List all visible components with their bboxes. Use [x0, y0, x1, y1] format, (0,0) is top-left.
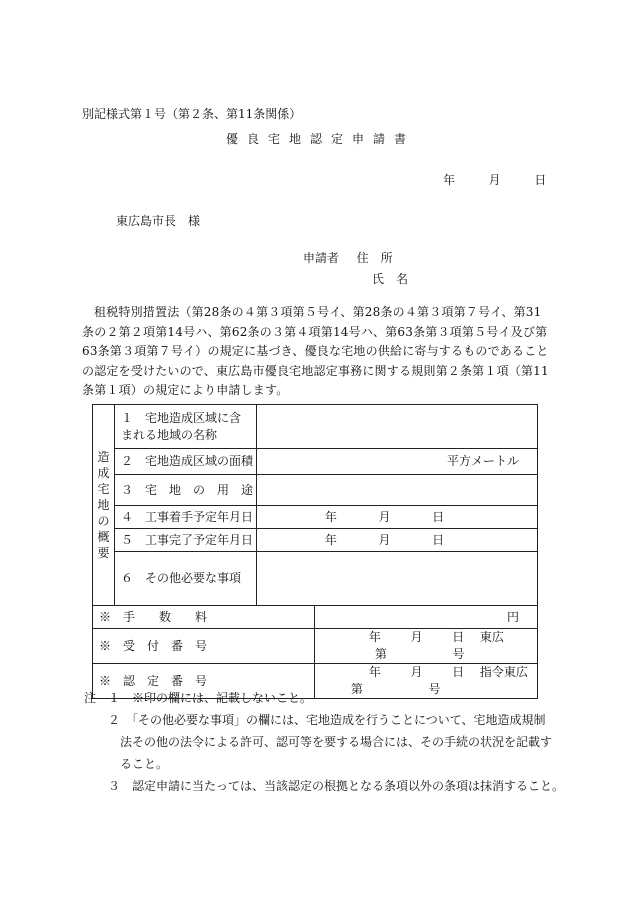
table-row [93, 552, 538, 606]
applicant-name-row [372, 271, 408, 287]
row-label-end-date: ５ 工事完了予定年月日 [115, 529, 257, 552]
name-label: 氏 名 [372, 272, 409, 286]
row-value-other[interactable] [257, 552, 538, 606]
row-label-start-date: ４ 工事着手予定年月日 [115, 506, 257, 529]
note-line: ２ 「その他必要な事項」の欄には、宅地造成を行うことについて、宅地造成規制 [84, 713, 546, 727]
table-row [93, 405, 538, 449]
date-month: 月 [488, 173, 501, 187]
notes [84, 687, 564, 797]
date-day: 日 [534, 173, 547, 187]
table-row [93, 506, 538, 529]
row-value-area[interactable]: 平方メートル [257, 449, 538, 475]
date-year: 年 [443, 173, 456, 187]
form-id: 別記様式第１号（第２条、第11条関係） [82, 107, 302, 121]
fee-label: ※ 手 数 料 [93, 606, 315, 629]
row-value-usage[interactable] [257, 475, 538, 506]
table-row [93, 475, 538, 506]
row-value-start-date[interactable]: 年 月 日 [257, 506, 538, 529]
note-line: 法その他の法令による許可、認可等を要する場合には、その手続の状況を記載す [84, 735, 553, 749]
row-label-other: ６ その他必要な事項 [115, 552, 257, 606]
cert-value[interactable]: 年 月 日 指令東広 第 号 [315, 664, 538, 699]
section-label: 造 成 宅 地 の 概 要 [93, 405, 115, 606]
receipt-label: ※ 受 付 番 号 [93, 629, 315, 664]
date-line [443, 172, 546, 188]
applicant-label: 申請者 [303, 251, 340, 265]
table-row [93, 529, 538, 552]
note-line: ３ 認定申請に当たっては、当該認定の根拠となる条項以外の条項は抹消すること。 [84, 779, 565, 793]
fee-value[interactable]: 円 [315, 606, 538, 629]
applicant-address-row [303, 250, 393, 266]
addressee: 東広島市長 様 [116, 214, 201, 228]
note-line: ること。 [84, 757, 169, 771]
body-text: 租税特別措置法（第28条の４第３項第５号イ、第28条の４第３項第７号イ、第31条の２第２項第14号ハ、第62条の３第４項第14号ハ、第63条第３項第５号イ及び第63条第３項第７号イ）の規定に基づき、優良な宅地の供給に寄与するものであることの認定を受けたいので、東広島市優良宅地認定事務に関する規則第２条第１項（第11条第１項）の規定により申請します。 [82, 305, 549, 397]
table-row [93, 629, 538, 664]
row-label-area: ２ 宅地造成区域の面積 [115, 449, 257, 475]
receipt-value[interactable]: 年 月 日 東広 第 号 [315, 629, 538, 664]
application-table [92, 404, 538, 699]
page-title: 優良宅地認定申請書 [226, 132, 416, 146]
row-label-area-name: １ 宅地造成区域に含まれる地域の名称 [115, 405, 257, 449]
table-row [93, 449, 538, 475]
row-value-area-name[interactable] [257, 405, 538, 449]
table-row [93, 606, 538, 629]
row-value-end-date[interactable]: 年 月 日 [257, 529, 538, 552]
cert-label: ※ 認 定 番 号 [93, 664, 315, 699]
address-label: 住 所 [356, 251, 393, 265]
note-line: 注 １ ※印の欄には、記載しないこと。 [84, 691, 313, 705]
row-label-usage: ３ 宅 地 の 用 途 [115, 475, 257, 506]
